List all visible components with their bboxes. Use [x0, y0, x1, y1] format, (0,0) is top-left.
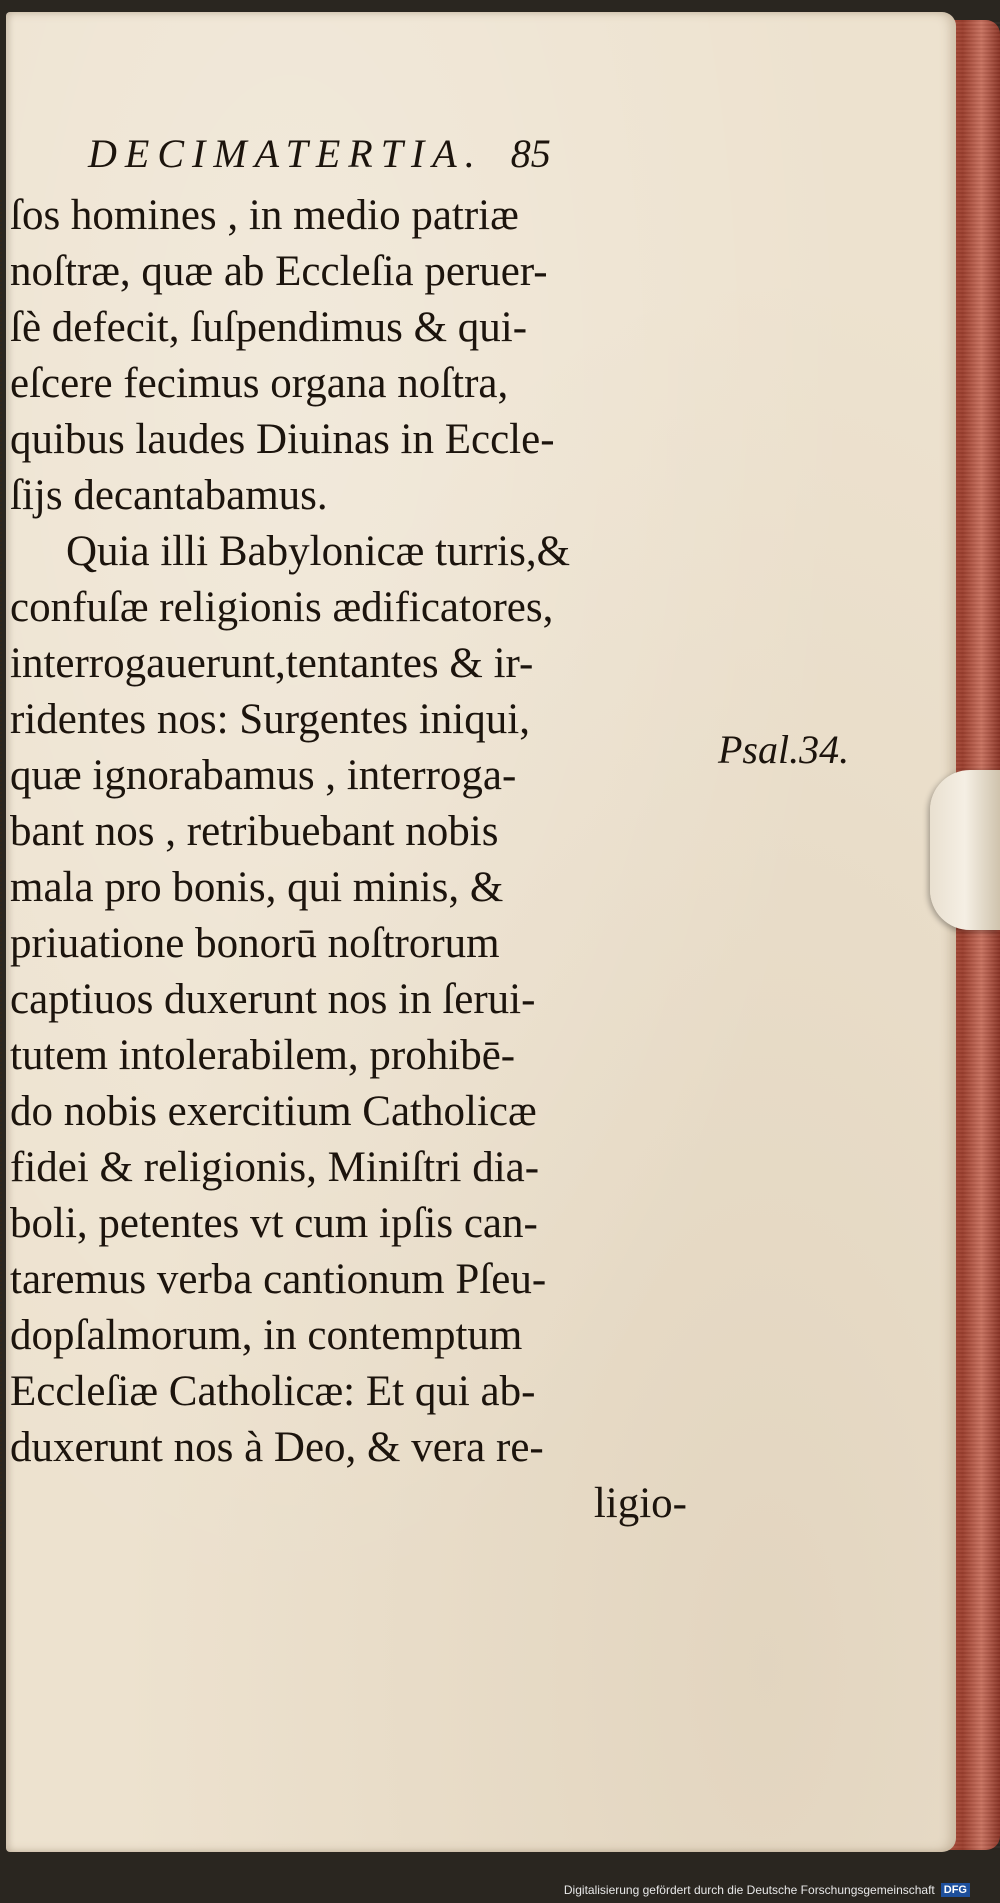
text-line: bant nos , retribuebant nobis [10, 808, 499, 855]
text-line: boli, petentes vt cum ipſis can- [10, 1200, 538, 1247]
credit-text: Digitalisierung gefördert durch die Deutsche Forschungsgemeinschaft [563, 1883, 935, 1897]
text-line: dopſalmorum, in contemptum [10, 1312, 523, 1359]
text-line: eſcere fecimus organa noſtra, [10, 360, 509, 407]
dfg-logo: DFG [941, 1883, 970, 1897]
text-line: interrogauerunt,tentantes & ir- [10, 640, 534, 687]
text-line: mala pro bonis, qui minis, & [10, 864, 504, 911]
text-line: priuatione bonorū noſtrorum [10, 920, 500, 967]
digitization-credit [564, 1883, 970, 1897]
text-line: tutem intolerabilem, prohibē- [10, 1032, 516, 1079]
text-line: ſos homines , in medio patriæ [10, 192, 519, 239]
marginal-note: Psal.34. [718, 727, 850, 772]
text-line: noſtræ, quæ ab Eccleſia peruer- [10, 248, 548, 295]
text-line: Eccleſiæ Catholicæ: Et qui ab- [10, 1368, 536, 1415]
text-line: ſijs decantabamus. [10, 472, 328, 519]
text-line: Quia illi Babylonicæ turris,& [66, 528, 571, 575]
catchword: ligio- [593, 1480, 687, 1527]
text-line: ſè defecit, ſuſpendimus & qui- [10, 304, 528, 351]
text-line: do nobis exercitium Catholicæ [10, 1088, 537, 1135]
text-line: confuſæ religionis ædificatores, [10, 584, 554, 631]
page-content [10, 130, 710, 1532]
running-title: DECIMATERTIA. [88, 131, 483, 176]
text-line: taremus verba cantionum Pſeu- [10, 1256, 547, 1303]
text-line: ridentes nos: Surgentes iniqui, [10, 696, 530, 743]
text-line: fidei & religionis, Miniſtri dia- [10, 1144, 540, 1191]
text-line: captiuos duxerunt nos in ſerui- [10, 976, 536, 1023]
text-line: quæ ignorabamus , interroga- [10, 752, 517, 799]
text-line: quibus laudes Diuinas in Eccle- [10, 416, 555, 463]
page-number: 85 [510, 131, 551, 176]
text-line: duxerunt nos à Deo, & vera re- [10, 1424, 544, 1471]
page-clip [930, 770, 1000, 930]
body-text [10, 188, 710, 1532]
running-head [10, 130, 710, 180]
